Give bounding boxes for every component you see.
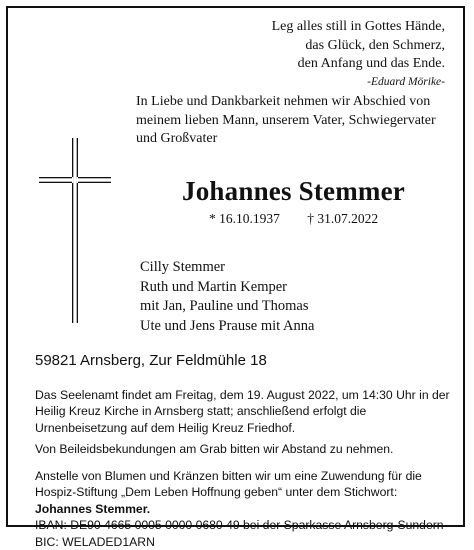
donation-request: Anstelle von Blumen und Kränzen bitten wir um eine Zuwendung für die Hospiz-Stiftung „Dem Leben Hoffnung geben“ unter dem Stichwort: bbox=[35, 469, 422, 500]
life-dates bbox=[136, 211, 451, 227]
birth-date: * 16.10.1937 bbox=[208, 211, 280, 226]
obituary-frame bbox=[6, 6, 465, 549]
quote-line: den Anfang und das Ende. bbox=[297, 56, 445, 71]
donation-keyword: Johannes Stemmer. bbox=[35, 501, 151, 516]
quote-line: Leg alles still in Gottes Hände, bbox=[271, 19, 445, 34]
donation-iban: IBAN: DE90 4665 0005 0000 0680 49 bei der Sparkasse Arnsberg-Sundern bbox=[35, 518, 444, 533]
mourner-line: mit Jan, Pauline und Thomas bbox=[140, 298, 309, 314]
mourner-line: Ute und Jens Prause mit Anna bbox=[140, 317, 315, 334]
service-text: Das Seelenamt findet am Freitag, dem 19. August 2022, um 14:30 Uhr in der Heilig Kreuz Kirche in Arnsberg statt; anschließend erfolgt die Urnenbeisetzung auf dem Heilig Kreuz Friedhof. bbox=[35, 388, 450, 435]
cross-icon bbox=[39, 138, 111, 323]
donation-text bbox=[35, 468, 455, 550]
family-address: 59821 Arnsberg, Zur Feldmühle 18 bbox=[35, 352, 267, 369]
mourner-line: Ruth und Martin Kemper bbox=[140, 278, 287, 295]
mourner-line: Cilly Stemmer bbox=[140, 259, 225, 275]
condolence-text: Von Beileidsbekundungen am Grab bitten wir Abstand zu nehmen. bbox=[35, 442, 394, 456]
intro-text: In Liebe und Dankbarkeit nehmen wir Abschied von meinem lieben Mann, unserem Vater, Schwiegervater und Großvater bbox=[136, 94, 436, 146]
poem-quote bbox=[272, 18, 445, 90]
quote-line: das Glück, den Schmerz, bbox=[305, 37, 445, 53]
death-date: † 31.07.2022 bbox=[307, 211, 379, 226]
quote-author: -Eduard Mörike- bbox=[367, 75, 445, 88]
mourners-list bbox=[140, 258, 314, 336]
deceased-name: Johannes Stemmer bbox=[182, 176, 405, 206]
donation-bic: BIC: WELADED1ARN bbox=[35, 534, 155, 549]
